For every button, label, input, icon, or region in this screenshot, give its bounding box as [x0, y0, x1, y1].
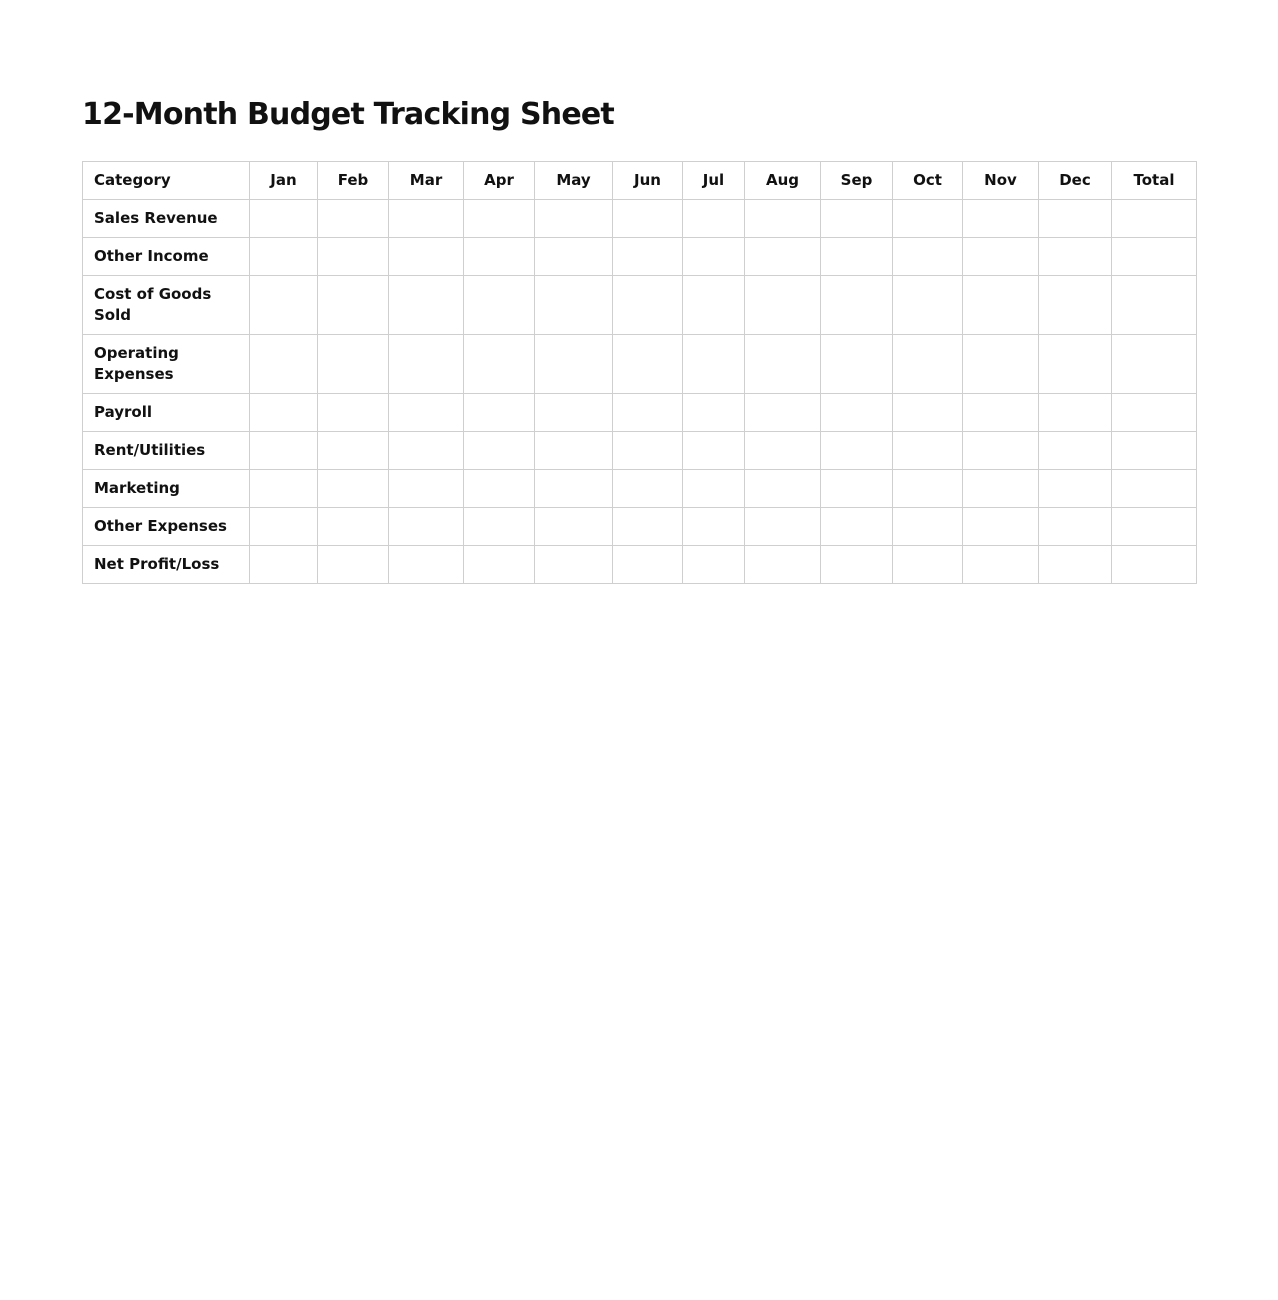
cell-jun[interactable] [613, 432, 683, 470]
cell-jan[interactable] [250, 394, 318, 432]
table-row [83, 394, 1197, 432]
cell-jul[interactable] [683, 546, 745, 584]
cell-sep[interactable] [821, 508, 893, 546]
column-header-jun: Jun [613, 162, 683, 200]
cell-jun[interactable] [613, 200, 683, 238]
cell-jul[interactable] [683, 238, 745, 276]
cell-jul[interactable] [683, 276, 745, 335]
cell-feb[interactable] [318, 508, 389, 546]
cell-nov[interactable] [963, 508, 1039, 546]
cell-oct[interactable] [893, 546, 963, 584]
cell-feb[interactable] [318, 394, 389, 432]
cell-sep[interactable] [821, 470, 893, 508]
cell-jun[interactable] [613, 335, 683, 394]
cell-feb[interactable] [318, 276, 389, 335]
cell-apr[interactable] [464, 200, 535, 238]
cell-total[interactable] [1112, 238, 1197, 276]
row-label: Net Profit/Loss [83, 546, 250, 584]
cell-feb[interactable] [318, 546, 389, 584]
cell-jan[interactable] [250, 546, 318, 584]
cell-apr[interactable] [464, 276, 535, 335]
column-header-apr: Apr [464, 162, 535, 200]
cell-nov[interactable] [963, 335, 1039, 394]
cell-jul[interactable] [683, 470, 745, 508]
row-label: Cost of Goods Sold [83, 276, 250, 335]
cell-mar[interactable] [389, 432, 464, 470]
cell-feb[interactable] [318, 238, 389, 276]
cell-may[interactable] [535, 200, 613, 238]
column-header-nov: Nov [963, 162, 1039, 200]
cell-nov[interactable] [963, 546, 1039, 584]
table-row [83, 546, 1197, 584]
cell-apr[interactable] [464, 508, 535, 546]
cell-aug[interactable] [745, 546, 821, 584]
cell-jul[interactable] [683, 394, 745, 432]
table-row [83, 470, 1197, 508]
table-row [83, 200, 1197, 238]
cell-nov[interactable] [963, 200, 1039, 238]
cell-apr[interactable] [464, 470, 535, 508]
cell-may[interactable] [535, 394, 613, 432]
cell-apr[interactable] [464, 546, 535, 584]
cell-may[interactable] [535, 546, 613, 584]
column-header-oct: Oct [893, 162, 963, 200]
table-row [83, 335, 1197, 394]
cell-jan[interactable] [250, 470, 318, 508]
column-header-sep: Sep [821, 162, 893, 200]
cell-jan[interactable] [250, 200, 318, 238]
cell-jul[interactable] [683, 200, 745, 238]
cell-feb[interactable] [318, 335, 389, 394]
cell-aug[interactable] [745, 432, 821, 470]
cell-sep[interactable] [821, 335, 893, 394]
cell-aug[interactable] [745, 394, 821, 432]
cell-total[interactable] [1112, 432, 1197, 470]
cell-oct[interactable] [893, 276, 963, 335]
cell-total[interactable] [1112, 200, 1197, 238]
cell-apr[interactable] [464, 335, 535, 394]
table-header-row [83, 162, 1197, 200]
budget-table [82, 161, 1197, 584]
cell-jan[interactable] [250, 508, 318, 546]
cell-mar[interactable] [389, 546, 464, 584]
cell-jan[interactable] [250, 238, 318, 276]
cell-aug[interactable] [745, 335, 821, 394]
cell-oct[interactable] [893, 335, 963, 394]
cell-oct[interactable] [893, 470, 963, 508]
column-header-jul: Jul [683, 162, 745, 200]
cell-jun[interactable] [613, 508, 683, 546]
cell-may[interactable] [535, 276, 613, 335]
cell-oct[interactable] [893, 200, 963, 238]
cell-jan[interactable] [250, 432, 318, 470]
column-header-feb: Feb [318, 162, 389, 200]
cell-jun[interactable] [613, 470, 683, 508]
cell-sep[interactable] [821, 394, 893, 432]
cell-mar[interactable] [389, 238, 464, 276]
row-label: Operating Expenses [83, 335, 250, 394]
cell-jun[interactable] [613, 546, 683, 584]
row-label: Payroll [83, 394, 250, 432]
column-header-mar: Mar [389, 162, 464, 200]
cell-mar[interactable] [389, 470, 464, 508]
cell-oct[interactable] [893, 238, 963, 276]
cell-dec[interactable] [1039, 432, 1112, 470]
cell-feb[interactable] [318, 470, 389, 508]
cell-jul[interactable] [683, 508, 745, 546]
cell-aug[interactable] [745, 276, 821, 335]
column-header-dec: Dec [1039, 162, 1112, 200]
cell-jul[interactable] [683, 432, 745, 470]
table-body [83, 200, 1197, 584]
cell-jul[interactable] [683, 335, 745, 394]
cell-nov[interactable] [963, 394, 1039, 432]
cell-dec[interactable] [1039, 470, 1112, 508]
table-row [83, 432, 1197, 470]
cell-apr[interactable] [464, 394, 535, 432]
cell-feb[interactable] [318, 432, 389, 470]
column-header-aug: Aug [745, 162, 821, 200]
table-row [83, 508, 1197, 546]
cell-nov[interactable] [963, 238, 1039, 276]
cell-mar[interactable] [389, 276, 464, 335]
cell-dec[interactable] [1039, 546, 1112, 584]
cell-jun[interactable] [613, 394, 683, 432]
column-header-may: May [535, 162, 613, 200]
cell-total[interactable] [1112, 508, 1197, 546]
cell-may[interactable] [535, 470, 613, 508]
row-label: Rent/Utilities [83, 432, 250, 470]
cell-nov[interactable] [963, 470, 1039, 508]
cell-may[interactable] [535, 432, 613, 470]
cell-oct[interactable] [893, 432, 963, 470]
cell-dec[interactable] [1039, 200, 1112, 238]
table-row [83, 238, 1197, 276]
cell-aug[interactable] [745, 238, 821, 276]
row-label: Other Income [83, 238, 250, 276]
cell-sep[interactable] [821, 276, 893, 335]
cell-oct[interactable] [893, 394, 963, 432]
cell-mar[interactable] [389, 335, 464, 394]
cell-sep[interactable] [821, 546, 893, 584]
cell-may[interactable] [535, 335, 613, 394]
cell-nov[interactable] [963, 432, 1039, 470]
row-label: Marketing [83, 470, 250, 508]
cell-aug[interactable] [745, 508, 821, 546]
cell-apr[interactable] [464, 432, 535, 470]
cell-mar[interactable] [389, 508, 464, 546]
row-label: Sales Revenue [83, 200, 250, 238]
table-row [83, 276, 1197, 335]
cell-jun[interactable] [613, 238, 683, 276]
cell-dec[interactable] [1039, 335, 1112, 394]
cell-dec[interactable] [1039, 276, 1112, 335]
cell-nov[interactable] [963, 276, 1039, 335]
cell-may[interactable] [535, 238, 613, 276]
cell-jan[interactable] [250, 335, 318, 394]
cell-sep[interactable] [821, 432, 893, 470]
cell-may[interactable] [535, 508, 613, 546]
cell-dec[interactable] [1039, 508, 1112, 546]
cell-total[interactable] [1112, 335, 1197, 394]
cell-oct[interactable] [893, 508, 963, 546]
cell-dec[interactable] [1039, 394, 1112, 432]
cell-mar[interactable] [389, 394, 464, 432]
page-title: 12-Month Budget Tracking Sheet [82, 97, 614, 132]
cell-aug[interactable] [745, 470, 821, 508]
cell-total[interactable] [1112, 470, 1197, 508]
column-header-jan: Jan [250, 162, 318, 200]
column-header-total: Total [1112, 162, 1197, 200]
cell-total[interactable] [1112, 276, 1197, 335]
cell-aug[interactable] [745, 200, 821, 238]
cell-dec[interactable] [1039, 238, 1112, 276]
row-label: Other Expenses [83, 508, 250, 546]
column-header-category: Category [83, 162, 250, 200]
cell-total[interactable] [1112, 546, 1197, 584]
cell-apr[interactable] [464, 238, 535, 276]
cell-feb[interactable] [318, 200, 389, 238]
cell-jun[interactable] [613, 276, 683, 335]
cell-sep[interactable] [821, 200, 893, 238]
cell-total[interactable] [1112, 394, 1197, 432]
cell-jan[interactable] [250, 276, 318, 335]
cell-sep[interactable] [821, 238, 893, 276]
cell-mar[interactable] [389, 200, 464, 238]
